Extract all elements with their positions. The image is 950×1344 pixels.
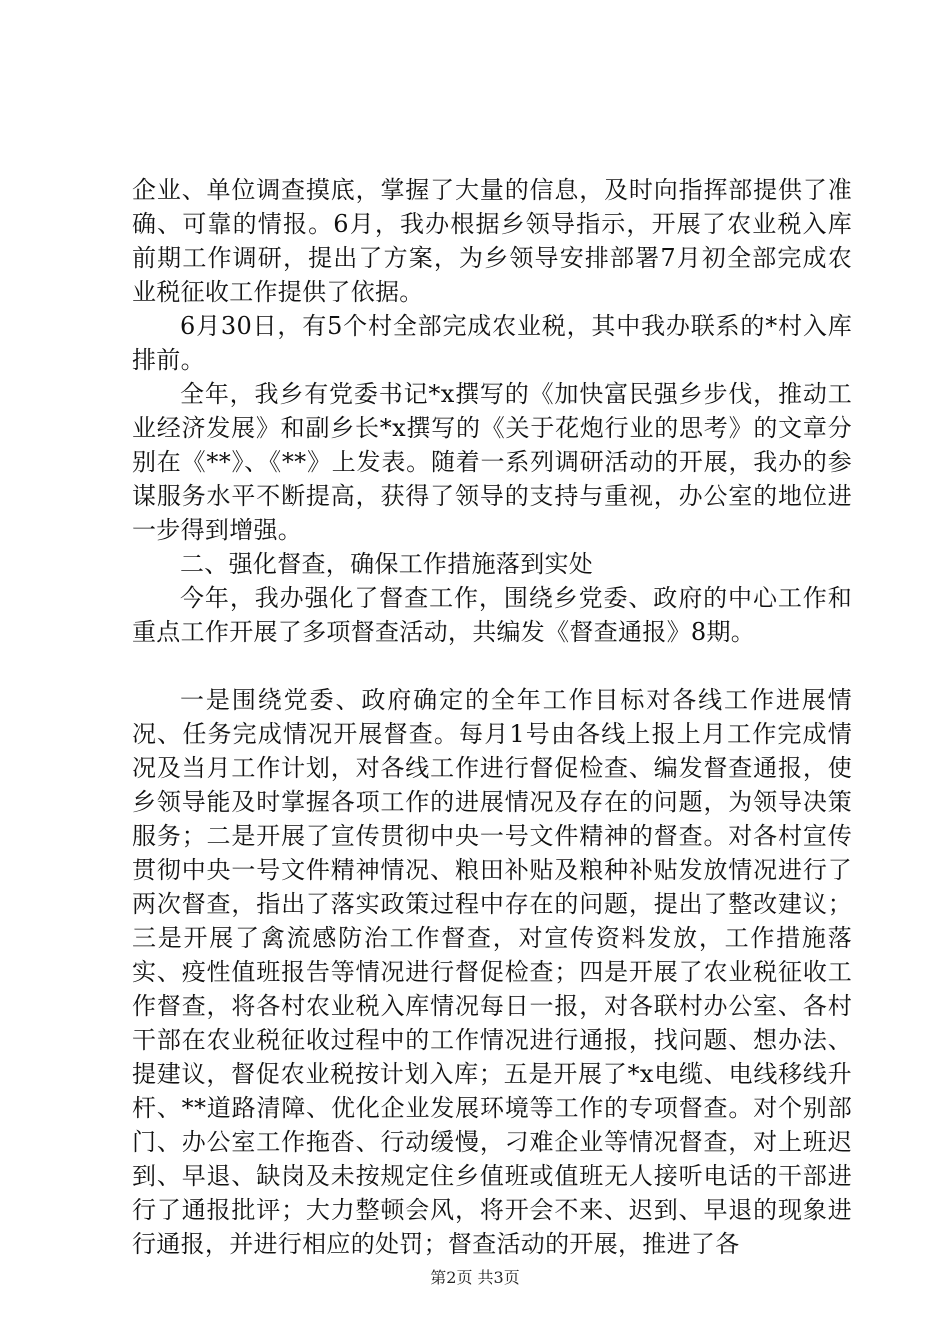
paragraph-publications: 全年，我乡有党委书记*x撰写的《加快富民强乡步伐，推动工业经济发展》和副乡长*x撰写的《关于花炮行业的思考》的文章分别在《**》、《**》上发表。随着一系列调研活动的开展，我办的参谋服务水平不断提高，获得了领导的支持与重视，办公室的地位进一步得到增强。 <box>132 380 852 544</box>
paragraph-survey-continued: 企业、单位调查摸底，掌握了大量的信息，及时向指挥部提供了准确、可靠的情报。6月，我办根据乡领导指示，开展了农业税入库前期工作调研，提出了方案，为乡领导安排部署7月初全部完成农业税征收工作提供了依据。 <box>132 176 852 306</box>
page-footer: 第2页 共3页 <box>430 1268 520 1287</box>
paragraph-supervision-details: 一是围绕党委、政府确定的全年工作目标对各线工作进展情况、任务完成情况开展督查。每月1号由各线上报上月工作完成情况及当月工作计划，对各线工作进行督促检查、编发督查通报，使乡领导能及时掌握各项工作的进展情况及存在的问题，为领导决策服务；二是开展了宣传贯彻中央一号文件精神的督查。对各村宣传贯彻中央一号文件精神情况、粮田补贴及粮种补贴发放情况进行了两次督查，指出了落实政策过程中存在的问题，提出了整改建议；三是开展了禽流感防治工作督查，对宣传资料发放，工作措施落实、疫性值班报告等情况进行督促检查；四是开展了农业税征收工作督查，将各村农业税入库情况每日一报，对各联村办公室、各村干部在农业税征收过程中的工作情况进行通报，找问题、想办法、提建议，督促农业税按计划入库；五是开展了*x电缆、电线移线升杆、**道路清障、优化企业发展环境等工作的专项督查。对个别部门、办公室工作拖沓、行动缓慢，刁难企业等情况督查，对上班迟到、早退、缺岗及未按规定住乡值班或值班无人接听电话的干部进行了通报批评；大力整顿会风，将开会不来、迟到、早退的现象进行通报，并进行相应的处罚；督查活动的开展，推进了各 <box>132 686 852 1258</box>
paragraph-june-30: 6月30日，有5个村全部完成农业税，其中我办联系的*村入库排前。 <box>132 312 852 374</box>
document-body <box>132 173 852 1261</box>
section-heading-supervision: 二、强化督查，确保工作措施落到实处 <box>180 550 594 578</box>
paragraph-supervision-intro: 今年，我办强化了督查工作，围绕乡党委、政府的中心工作和重点工作开展了多项督查活动，共编发《督查通报》8期。 <box>132 584 852 646</box>
